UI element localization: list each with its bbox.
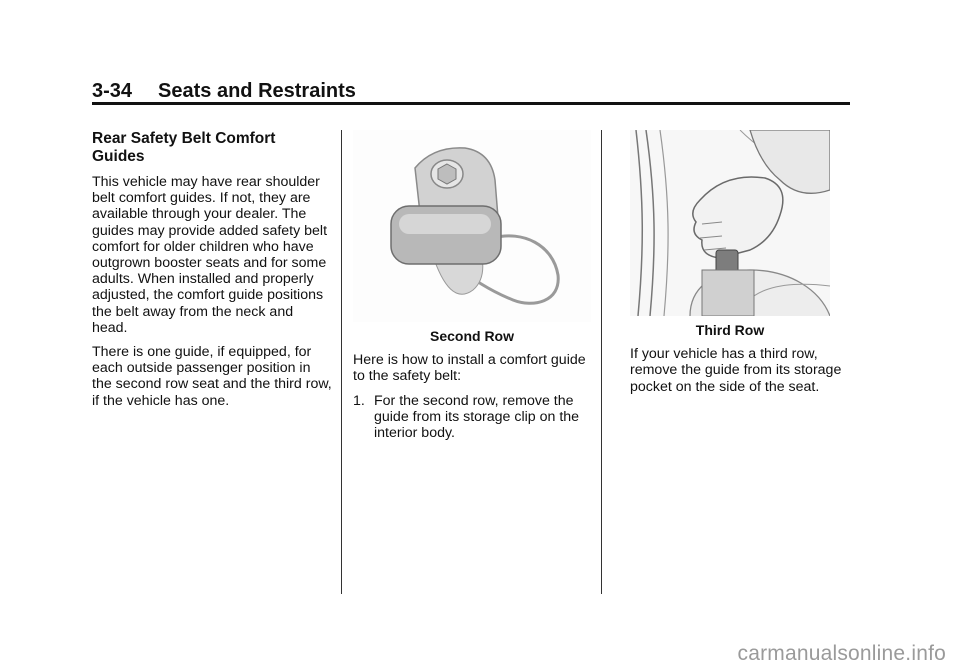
column-3 (630, 130, 845, 403)
column-1 (92, 130, 332, 417)
second-row-guide-illustration (353, 130, 591, 322)
column-2 (353, 130, 591, 441)
section-title: Seats and Restraints (158, 80, 356, 102)
paragraph-third-row: If your vehicle has a third row, remove the guide from its storage pocket on the side of the seat. (630, 346, 842, 395)
step-1 (353, 393, 591, 442)
paragraph-install-intro: Here is how to install a comfort guide to the safety belt: (353, 352, 586, 385)
section-heading: Rear Safety Belt Comfort Guides (92, 130, 276, 165)
column-divider-2 (601, 130, 602, 594)
page-number: 3-34 (92, 80, 133, 102)
third-row-guide-illustration (630, 130, 830, 316)
header-rule (92, 102, 850, 105)
step-1-text: For the second row, remove the guide from its storage clip on the interior body. (374, 392, 580, 442)
page-header (92, 80, 356, 103)
figure-caption-second-row: Second Row (429, 328, 514, 344)
paragraph-guides: There is one guide, if equipped, for each outside passenger position in the second row seat and the third row, if the vehicle has one. (92, 344, 332, 409)
paragraph-intro: This vehicle may have rear shoulder belt comfort guides. If not, they are available through your dealer. The guides may provide added safety belt comfort for older children who have outgrown booster seats and for some adults. When installed and properly adjusted, the comfort guide positions the belt away from the neck and head. (92, 174, 328, 336)
footer-watermark: carmanualsonline.info (737, 642, 946, 665)
step-1-number: 1. (353, 392, 365, 409)
column-divider-1 (341, 130, 342, 594)
figure-caption-third-row: Third Row (695, 322, 765, 338)
